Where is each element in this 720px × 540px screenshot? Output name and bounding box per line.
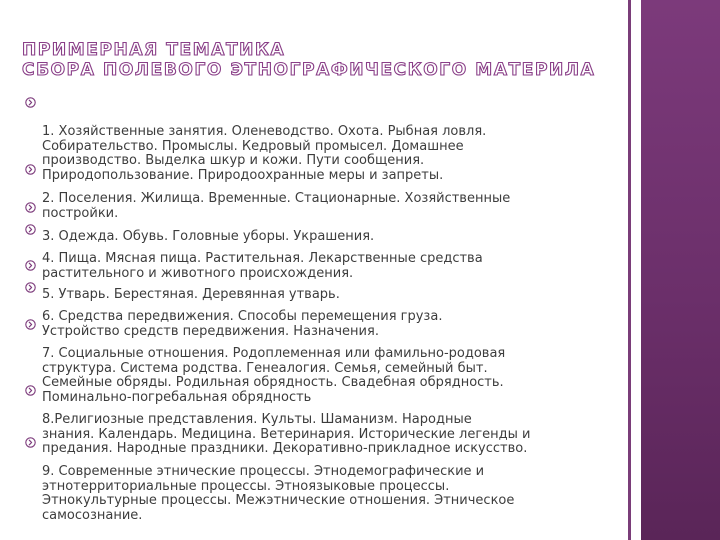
circled-chevron-icon [25, 319, 36, 330]
circled-chevron-icon [25, 437, 36, 448]
list-item-text: 5. Утварь. Берестяная. Деревянная утварь. [42, 287, 340, 303]
circled-chevron-icon [25, 202, 36, 213]
list-item-text: 7. Социальные отношения. Родоплеменная или фамильно-родовая структура. Система родства. Генеалогия. Семья, семейный быт. Семейные обряды. Родильная обрядность. Свадебная обрядность. Поминально-погребальная обрядность [42, 346, 506, 405]
circled-chevron-icon [25, 224, 36, 235]
list-item-text: 9. Современные этнические процессы. Этнодемографические и этнотерриториальные процессы. Этноязыковые процессы. Этнокультурные процессы. Межэтнические отношения. Этническое самосознание. [42, 464, 515, 523]
list-item-text: 3. Одежда. Обувь. Головные уборы. Украшения. [42, 229, 375, 245]
circled-chevron-icon [25, 385, 36, 396]
slide-title-line-1: ПРИМЕРНАЯ ТЕМАТИКА [22, 40, 286, 60]
slide-title-line-2: СБОРА ПОЛЕВОГО ЭТНОГРАФИЧЕСКОГО МАТЕРИЛА [22, 60, 596, 80]
list-item [42, 436, 602, 524]
list-item-text: 8.Религиозные представления. Культы. Шаманизм. Народные знания. Календарь. Медицина. Ветеринария. Исторические легенды и предания. Народные праздники. Декоративно-прикладное искусство. [42, 412, 531, 457]
list-item-text: 2. Поселения. Жилища. Временные. Стационарные. Хозяйственные постройки. [42, 191, 511, 221]
circled-chevron-icon [25, 260, 36, 271]
circled-chevron-icon [25, 97, 36, 108]
list-item-text: 6. Средства передвижения. Способы перемещения груза. Устройство средств передвижения. Назначения. [42, 309, 443, 339]
list-item-text: 4. Пища. Мясная пища. Растительная. Лекарственные средства растительного и животного происхождения. [42, 251, 483, 281]
circled-chevron-icon [25, 282, 36, 293]
list-item-text: 1. Хозяйственные занятия. Оленеводство. Охота. Рыбная ловля. Собирательство. Промыслы. Кедровый промысел. Домашнее производство. Выделка шкур и кожи. Пути сообщения. Природопользование. Природоохранные меры и запреты. [42, 124, 487, 183]
circled-chevron-icon [25, 164, 36, 175]
decorative-side-bar [641, 0, 720, 540]
